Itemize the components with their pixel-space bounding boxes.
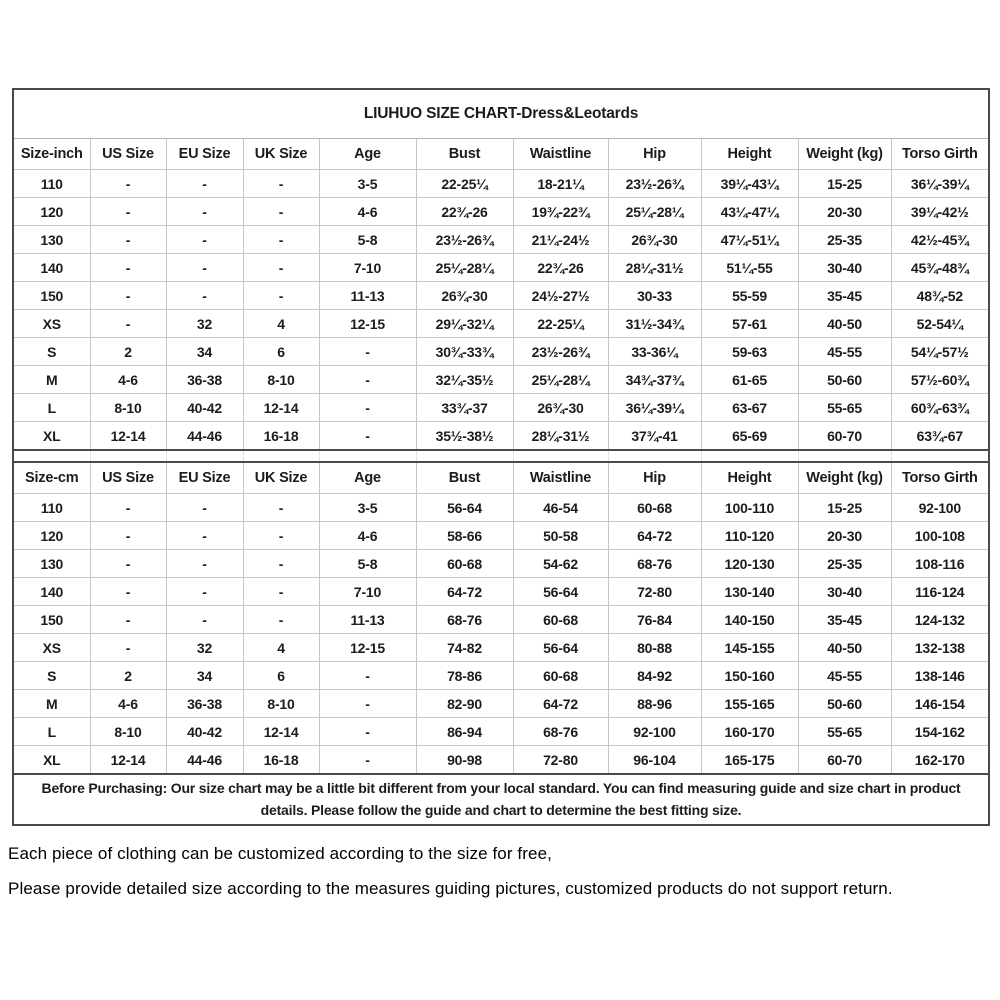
value-cell: 39¼-42½ [891,198,989,226]
gap-cell [90,450,166,462]
value-cell: 74-82 [416,634,513,662]
value-cell: 5-8 [319,226,416,254]
value-cell: 16-18 [243,422,319,451]
column-header: Height [701,139,798,170]
value-cell: 44-46 [166,746,243,775]
column-header: Weight (kg) [798,462,891,494]
value-cell: 40-50 [798,310,891,338]
note-row [13,774,989,825]
value-cell: - [243,550,319,578]
value-cell: 25¼-28¼ [416,254,513,282]
size-label-cell: L [13,394,90,422]
gap-cell [513,450,608,462]
value-cell: - [319,690,416,718]
cm-header-row [13,462,989,494]
value-cell: - [319,338,416,366]
value-cell: 30¾-33¾ [416,338,513,366]
inch-table-row [13,338,989,366]
value-cell: 56-64 [416,494,513,522]
cm-table-row [13,718,989,746]
value-cell: - [90,170,166,198]
size-label-cell: 140 [13,578,90,606]
value-cell: - [243,226,319,254]
value-cell: 68-76 [513,718,608,746]
value-cell: 132-138 [891,634,989,662]
gap-cell [608,450,701,462]
value-cell: 40-42 [166,718,243,746]
value-cell: 4 [243,310,319,338]
cm-table [13,462,989,774]
column-header: Waistline [513,139,608,170]
column-header: Waistline [513,462,608,494]
value-cell: 47¼-51¼ [701,226,798,254]
value-cell: 23½-26¾ [513,338,608,366]
gap-cell [243,450,319,462]
value-cell: 2 [90,338,166,366]
value-cell: 33-36¼ [608,338,701,366]
value-cell: 150-160 [701,662,798,690]
value-cell: 12-15 [319,634,416,662]
value-cell: 35-45 [798,606,891,634]
value-cell: - [166,494,243,522]
column-header: Age [319,462,416,494]
value-cell: 7-10 [319,254,416,282]
size-label-cell: 120 [13,522,90,550]
value-cell: 50-58 [513,522,608,550]
value-cell: 72-80 [513,746,608,775]
column-header: Hip [608,139,701,170]
value-cell: 116-124 [891,578,989,606]
value-cell: - [166,606,243,634]
size-label-cell: 110 [13,170,90,198]
value-cell: 26¾-30 [513,394,608,422]
note-section [13,774,989,825]
value-cell: 6 [243,338,319,366]
value-cell: 22¾-26 [416,198,513,226]
size-label-cell: 150 [13,282,90,310]
value-cell: - [90,634,166,662]
value-cell: - [166,198,243,226]
value-cell: 64-72 [608,522,701,550]
value-cell: - [90,550,166,578]
size-label-cell: XL [13,422,90,451]
column-header: Size-cm [13,462,90,494]
value-cell: 65-69 [701,422,798,451]
value-cell: 88-96 [608,690,701,718]
size-label-cell: M [13,690,90,718]
value-cell: 120-130 [701,550,798,578]
value-cell: 60¾-63¾ [891,394,989,422]
value-cell: 22¾-26 [513,254,608,282]
inch-table-row [13,198,989,226]
value-cell: 30-40 [798,578,891,606]
gap-cell [891,450,989,462]
value-cell: 86-94 [416,718,513,746]
value-cell: 19¾-22¾ [513,198,608,226]
inch-table-row [13,226,989,254]
value-cell: 29¼-32¼ [416,310,513,338]
value-cell: 64-72 [416,578,513,606]
value-cell: 35-45 [798,282,891,310]
value-cell: 50-60 [798,366,891,394]
gap-cell [701,450,798,462]
value-cell: 3-5 [319,170,416,198]
value-cell: - [319,366,416,394]
value-cell: 60-70 [798,746,891,775]
size-label-cell: 120 [13,198,90,226]
value-cell: 165-175 [701,746,798,775]
value-cell: 33¾-37 [416,394,513,422]
value-cell: - [166,550,243,578]
inch-table-row [13,282,989,310]
value-cell: 60-68 [513,662,608,690]
value-cell: - [319,746,416,775]
value-cell: 39¼-43¼ [701,170,798,198]
value-cell: 4-6 [319,522,416,550]
value-cell: - [90,254,166,282]
value-cell: 110-120 [701,522,798,550]
value-cell: 54-62 [513,550,608,578]
value-cell: 108-116 [891,550,989,578]
value-cell: 35½-38½ [416,422,513,451]
footnotes [8,844,1000,899]
value-cell: - [90,578,166,606]
value-cell: 36¼-39¼ [891,170,989,198]
value-cell: 78-86 [416,662,513,690]
value-cell: 56-64 [513,634,608,662]
value-cell: 68-76 [608,550,701,578]
value-cell: 25¼-28¼ [608,198,701,226]
value-cell: - [166,254,243,282]
value-cell: 8-10 [90,394,166,422]
value-cell: 8-10 [243,690,319,718]
value-cell: 18-21¼ [513,170,608,198]
value-cell: 154-162 [891,718,989,746]
value-cell: 37¾-41 [608,422,701,451]
column-header: UK Size [243,139,319,170]
value-cell: - [319,422,416,451]
inch-table [13,139,989,451]
value-cell: 7-10 [319,578,416,606]
column-header: Size-inch [13,139,90,170]
value-cell: 84-92 [608,662,701,690]
value-cell: 100-110 [701,494,798,522]
size-chart-table [12,88,990,826]
column-header: Weight (kg) [798,139,891,170]
value-cell: 63-67 [701,394,798,422]
value-cell: - [166,226,243,254]
value-cell: 48¾-52 [891,282,989,310]
title-section [13,89,989,139]
title-row [13,89,989,139]
value-cell: 5-8 [319,550,416,578]
value-cell: 16-18 [243,746,319,775]
value-cell: 32¼-35½ [416,366,513,394]
cm-table-row [13,634,989,662]
value-cell: 34 [166,662,243,690]
value-cell: 55-65 [798,394,891,422]
value-cell: 11-13 [319,282,416,310]
cm-table-row [13,578,989,606]
inch-table-row [13,310,989,338]
value-cell: 162-170 [891,746,989,775]
value-cell: 40-42 [166,394,243,422]
value-cell: 26¾-30 [416,282,513,310]
purchase-note: Before Purchasing: Our size chart may be a little bit different from your local standard. You can find measuring guide and size chart in product details. Please follow the guide and chart to determine the best fitting size. [13,774,989,825]
cm-table-row [13,550,989,578]
value-cell: 11-13 [319,606,416,634]
value-cell: 12-15 [319,310,416,338]
inch-table-row [13,366,989,394]
value-cell: 36-38 [166,366,243,394]
value-cell: - [90,522,166,550]
value-cell: 43¼-47¼ [701,198,798,226]
size-label-cell: XS [13,310,90,338]
value-cell: 57½-60¾ [891,366,989,394]
value-cell: 63¾-67 [891,422,989,451]
value-cell: 60-68 [416,550,513,578]
value-cell: - [90,282,166,310]
value-cell: 54¼-57½ [891,338,989,366]
value-cell: - [166,282,243,310]
value-cell: - [319,718,416,746]
size-label-cell: 140 [13,254,90,282]
column-header: EU Size [166,462,243,494]
value-cell: - [90,310,166,338]
size-label-cell: XL [13,746,90,775]
value-cell: - [243,522,319,550]
value-cell: 30-40 [798,254,891,282]
column-header: Hip [608,462,701,494]
inch-table-row [13,422,989,451]
value-cell: 45¾-48¾ [891,254,989,282]
value-cell: 60-68 [608,494,701,522]
value-cell: 15-25 [798,170,891,198]
inch-table-row [13,254,989,282]
value-cell: 22-25¼ [416,170,513,198]
value-cell: - [319,394,416,422]
value-cell: 60-68 [513,606,608,634]
value-cell: 56-64 [513,578,608,606]
value-cell: 160-170 [701,718,798,746]
value-cell: 124-132 [891,606,989,634]
value-cell: 96-104 [608,746,701,775]
column-header: Torso Girth [891,139,989,170]
value-cell: - [90,198,166,226]
cm-table-row [13,494,989,522]
value-cell: 4-6 [90,690,166,718]
value-cell: 92-100 [891,494,989,522]
gap-cell [166,450,243,462]
value-cell: - [243,282,319,310]
value-cell: 25-35 [798,226,891,254]
value-cell: 57-61 [701,310,798,338]
table-gap [13,450,989,462]
value-cell: 25-35 [798,550,891,578]
size-label-cell: S [13,338,90,366]
value-cell: 28¼-31½ [608,254,701,282]
cm-table-row [13,522,989,550]
column-header: Bust [416,462,513,494]
value-cell: 45-55 [798,338,891,366]
value-cell: 4-6 [319,198,416,226]
column-header: EU Size [166,139,243,170]
inch-header-row [13,139,989,170]
value-cell: - [90,606,166,634]
cm-table-row [13,606,989,634]
value-cell: - [166,578,243,606]
value-cell: 55-59 [701,282,798,310]
value-cell: 58-66 [416,522,513,550]
value-cell: 31½-34¾ [608,310,701,338]
value-cell: - [243,578,319,606]
value-cell: 23½-26¾ [608,170,701,198]
value-cell: 28¼-31½ [513,422,608,451]
footnote-customization: Each piece of clothing can be customized according to the size for free, [8,844,552,864]
column-header: Torso Girth [891,462,989,494]
gap-cell [416,450,513,462]
value-cell: 50-60 [798,690,891,718]
value-cell: 32 [166,310,243,338]
value-cell: 12-14 [243,718,319,746]
value-cell: 42½-45¾ [891,226,989,254]
value-cell: 30-33 [608,282,701,310]
column-header: Height [701,462,798,494]
size-label-cell: M [13,366,90,394]
value-cell: - [243,198,319,226]
value-cell: 4 [243,634,319,662]
value-cell: 90-98 [416,746,513,775]
cm-table-row [13,690,989,718]
value-cell: 15-25 [798,494,891,522]
value-cell: 138-146 [891,662,989,690]
value-cell: 12-14 [90,422,166,451]
value-cell: 80-88 [608,634,701,662]
value-cell: 36-38 [166,690,243,718]
column-header: UK Size [243,462,319,494]
value-cell: 45-55 [798,662,891,690]
value-cell: - [166,522,243,550]
value-cell: 40-50 [798,634,891,662]
value-cell: 21¼-24½ [513,226,608,254]
size-label-cell: 150 [13,606,90,634]
value-cell: 36¼-39¼ [608,394,701,422]
value-cell: 20-30 [798,198,891,226]
value-cell: 20-30 [798,522,891,550]
value-cell: 46-54 [513,494,608,522]
gap-cell [798,450,891,462]
value-cell: 55-65 [798,718,891,746]
value-cell: 100-108 [891,522,989,550]
size-label-cell: S [13,662,90,690]
value-cell: 32 [166,634,243,662]
column-header: Age [319,139,416,170]
value-cell: 140-150 [701,606,798,634]
chart-title: LIUHUO SIZE CHART-Dress&Leotards [13,89,989,139]
inch-table-row [13,170,989,198]
value-cell: - [90,494,166,522]
cm-table-row [13,662,989,690]
value-cell: - [90,226,166,254]
column-header: Bust [416,139,513,170]
size-label-cell: 110 [13,494,90,522]
value-cell: 92-100 [608,718,701,746]
value-cell: 61-65 [701,366,798,394]
value-cell: 72-80 [608,578,701,606]
value-cell: 146-154 [891,690,989,718]
value-cell: 34 [166,338,243,366]
value-cell: - [243,170,319,198]
value-cell: 12-14 [90,746,166,775]
value-cell: 12-14 [243,394,319,422]
inch-table-row [13,394,989,422]
gap-cell [13,450,90,462]
value-cell: 8-10 [243,366,319,394]
size-label-cell: 130 [13,226,90,254]
value-cell: - [243,254,319,282]
gap-row [13,450,989,462]
value-cell: 8-10 [90,718,166,746]
value-cell: 24½-27½ [513,282,608,310]
value-cell: 59-63 [701,338,798,366]
value-cell: 4-6 [90,366,166,394]
value-cell: 51¼-55 [701,254,798,282]
value-cell: 6 [243,662,319,690]
value-cell: 82-90 [416,690,513,718]
value-cell: - [243,606,319,634]
value-cell: 2 [90,662,166,690]
value-cell: 130-140 [701,578,798,606]
value-cell: 44-46 [166,422,243,451]
value-cell: 60-70 [798,422,891,451]
gap-cell [319,450,416,462]
value-cell: 64-72 [513,690,608,718]
size-label-cell: L [13,718,90,746]
value-cell: 23½-26¾ [416,226,513,254]
value-cell: 52-54¼ [891,310,989,338]
value-cell: 3-5 [319,494,416,522]
value-cell: - [243,494,319,522]
size-label-cell: XS [13,634,90,662]
cm-table-row [13,746,989,775]
column-header: US Size [90,139,166,170]
size-label-cell: 130 [13,550,90,578]
value-cell: 26¾-30 [608,226,701,254]
value-cell: 22-25¼ [513,310,608,338]
column-header: US Size [90,462,166,494]
value-cell: 145-155 [701,634,798,662]
value-cell: 76-84 [608,606,701,634]
value-cell: 34¾-37¾ [608,366,701,394]
value-cell: - [166,170,243,198]
footnote-return-policy: Please provide detailed size according to the measures guiding pictures, customized products do not support return. [8,879,893,899]
value-cell: 68-76 [416,606,513,634]
value-cell: 25¼-28¼ [513,366,608,394]
value-cell: 155-165 [701,690,798,718]
value-cell: - [319,662,416,690]
